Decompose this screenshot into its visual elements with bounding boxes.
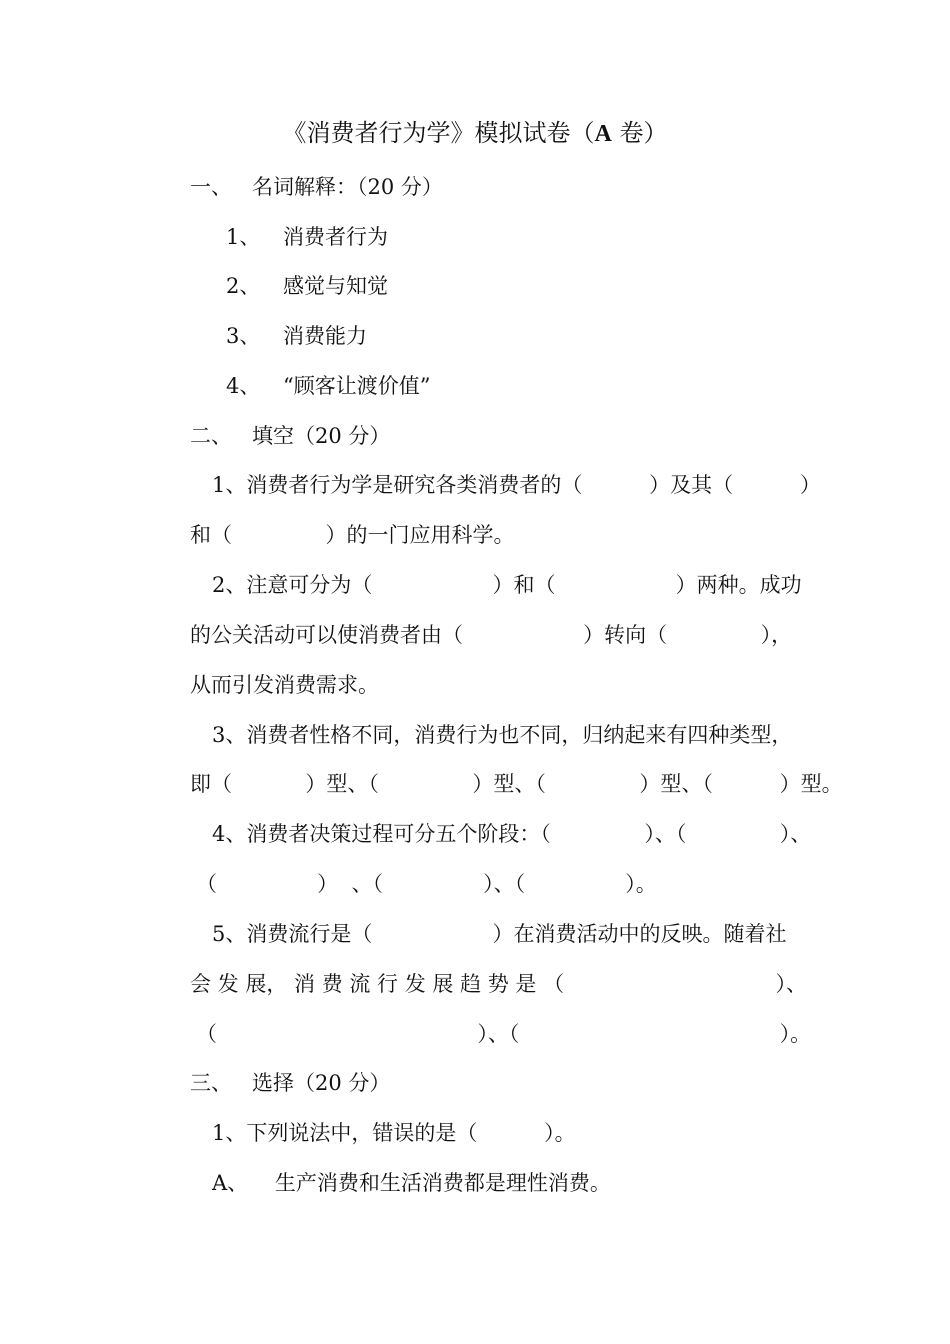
fill-q2-line-3: 从而引发消费需求。: [190, 673, 379, 697]
fill-q1-line-2: 和（ ）的一门应用科学。: [190, 523, 515, 547]
exam-title-suffix: 卷）: [611, 119, 668, 147]
choice-q1-option-a: A、 生产消费和生活消费都是理性消费。: [212, 1171, 611, 1195]
fill-q4-line-1: 4、消费者决策过程可分五个阶段：（ ）、（ ）、: [212, 822, 812, 846]
exam-title: [0, 117, 950, 150]
term-2-number: 2、: [226, 274, 261, 298]
section-1-heading: 一、 名词解释：（20 分）: [190, 175, 443, 199]
fill-q4-line-2: （ ） 、（ ）、（ ）。: [196, 872, 657, 896]
term-1-number: 1、: [226, 225, 261, 249]
fill-q5-line-2-end: ）、: [775, 972, 807, 996]
term-4-text: “顾客让渡价值”: [283, 374, 431, 398]
fill-q3-line-2: 即（ ）型、（ ）型、（ ）型、（ ）型。: [190, 772, 843, 796]
exam-title-bold: A: [594, 121, 612, 147]
fill-q5-line-2: [190, 970, 807, 998]
section-2-heading: 二、 填空（20 分）: [190, 424, 391, 448]
fill-q2-line-2: 的公关活动可以使消费者由（ ）转向（ ），: [190, 623, 793, 647]
fill-q3-line-1: 3、消费者性格不同，消费行为也不同，归纳起来有四种类型，: [212, 723, 793, 747]
term-1-text: 消费者行为: [283, 225, 388, 249]
exam-title-prefix: 《消费者行为学》模拟试卷（: [282, 119, 595, 147]
choice-q1: 1、下列说法中，错误的是（ ）。: [212, 1121, 576, 1145]
term-4-number: 4、: [226, 374, 261, 398]
section-3-heading: 三、 选择（20 分）: [190, 1071, 391, 1095]
term-3-text: 消费能力: [283, 324, 367, 348]
term-3-number: 3、: [226, 324, 261, 348]
fill-q1-line-1: 1、消费者行为学是研究各类消费者的（ ）及其（ ）: [212, 473, 821, 497]
fill-q5-line-2-text: 会 发 展， 消 费 流 行 发 展 趋 势 是 （: [190, 972, 565, 996]
fill-q5-line-3: （ ）、（ ）。: [196, 1022, 812, 1046]
fill-q2-line-1: 2、注意可分为（ ）和（ ）两种。成功: [212, 573, 802, 597]
term-2-text: 感觉与知觉: [283, 274, 388, 298]
fill-q5-line-1: 5、消费流行是（ ）在消费活动中的反映。随着社: [212, 922, 787, 946]
